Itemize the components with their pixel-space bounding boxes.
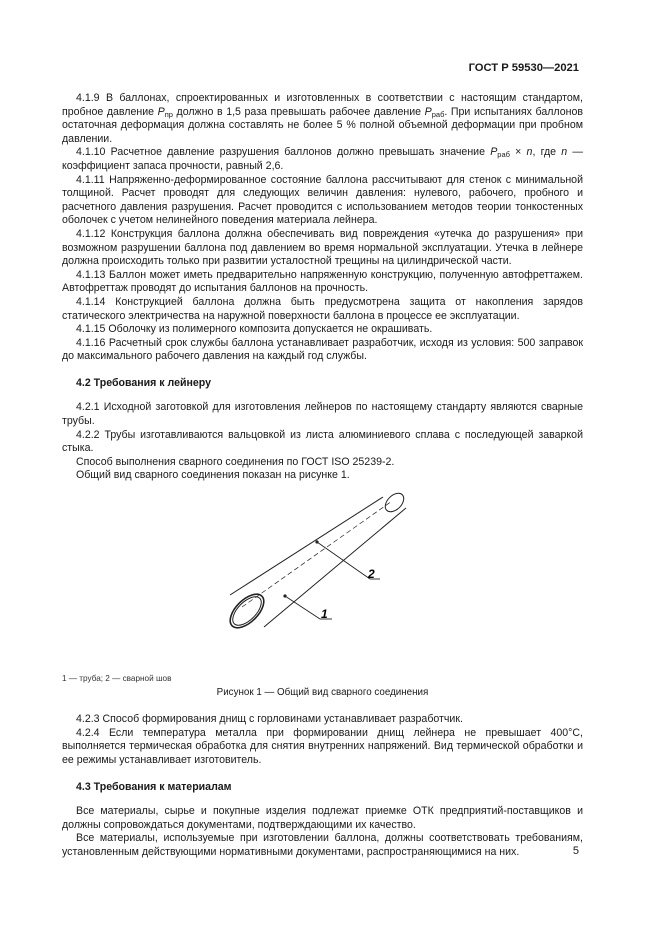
- pipe-bottom-edge: [264, 508, 406, 627]
- clause-4-2-1: 4.2.1 Исходной заготовкой для изготовления лейнеров по настоящему стандарту являются сварные трубы.: [62, 401, 583, 428]
- clause-4-1-9: 4.1.9 В баллонах, спроектированных и изготовленных в соответствии с настоящим стандартом, пробное давление $P_{пр}$ должно в 1,5 раза превышать рабочее давление $P_{раб}$. При испытаниях баллонов остаточная деформация должна составлять не более 5 % полной объемной деформации при пробном давлении.: [62, 92, 583, 145]
- page-content: [62, 92, 583, 860]
- clause-4-1-16: 4.1.16 Расчетный срок службы баллона устанавливает разработчик, исходя из условия: 500 заправок до максимального рабочего давления на каждый год службы.: [62, 336, 583, 363]
- clause-4-1-10: 4.1.10 Расчетное давление разрушения баллонов должно превышать значение $P_{раб} \times n$, где n — коэффициент запаса прочности, равный 2,6.: [62, 146, 584, 172]
- pipe-far-end: [382, 490, 407, 515]
- figure-1: [62, 487, 583, 672]
- clause-4-1-14: 4.1.14 Конструкцией баллона должна быть предусмотрена защита от накопления зарядов статического электричества на наружной поверхности баллона в процессе ее эксплуатации.: [62, 295, 583, 322]
- figure-legend: 1 — труба; 2 — сварной шов: [62, 674, 172, 684]
- document-header: ГОСТ Р 59530—2021: [468, 62, 579, 74]
- figure-label-2: 2: [368, 567, 375, 582]
- weld-seam-line: [242, 501, 392, 607]
- pipe-near-end-outer: [224, 588, 269, 633]
- weld-view-paragraph: Общий вид сварного соединения показан на рисунке 1.: [76, 469, 350, 482]
- section-heading-4-2: 4.2 Требования к лейнеру: [76, 376, 212, 389]
- figure-label-1: 1: [321, 607, 328, 622]
- figure-caption: Рисунок 1 — Общий вид сварного соединения: [216, 686, 429, 698]
- clause-4-1-15: 4.1.15 Оболочку из полимерного композита допускается не окрашивать.: [76, 323, 433, 336]
- clause-4-1-12: 4.1.12 Конструкция баллона должна обеспечивать вид повреждения «утечка до разрушения» при возможном разрушении баллона под давлением во время нормальной эксплуатации. Утечка в лейнере должна происходить только при развитии усталостной трещины на цилиндрической части.: [62, 227, 583, 268]
- leader-line-1: [285, 596, 320, 619]
- clause-4-2-2: 4.2.2 Трубы изготавливаются вальцовкой из листа алюминиевого сплава с последующей заваркой стыка.: [62, 428, 583, 455]
- weld-method-paragraph: Способ выполнения сварного соединения по ГОСТ ISO 25239-2.: [76, 455, 395, 468]
- leader-dot-2: [315, 540, 318, 543]
- clause-4-1-11: 4.1.11 Напряженно-деформированное состояние баллона рассчитывают для стенок с минимальной толщиной. Расчет проводят для следующих величин давления: нулевого, рабочего, пробного и расчетного давления разрушения. Расчет проводится с использованием методов теории тонкостенных оболочек с учетом нелинейного поведения материала лейнера.: [62, 173, 583, 227]
- leader-line-2: [317, 542, 370, 579]
- clause-4-1-13: 4.1.13 Баллон может иметь предварительно напряженную конструкцию, полученную автофреттажем. Автофреттаж проводят до испытания баллонов на прочность.: [62, 268, 583, 295]
- section-heading-4-3: 4.3 Требования к материалам: [76, 780, 232, 793]
- materials-compliance-paragraph: Все материалы, используемые при изготовлении баллона, должны соответствовать требованиям, установленным действующими нормативными документами, распространяющимися на них.: [62, 832, 583, 858]
- clause-4-2-4: 4.2.4 Если температура металла при формировании днищ лейнера не превышает 400°С, выполняется термическая обработка для снятия внутренних напряжений. Вид термической обработки и ее режимы устанавливает изготовитель.: [62, 726, 583, 766]
- pipe-drawing: [62, 487, 583, 672]
- materials-acceptance-paragraph: Все материалы, сырье и покупные изделия подлежат приемке ОТК предприятий-поставщиков и должны сопровождаться документами, подтверждающими их качество.: [62, 805, 583, 831]
- clause-4-2-3: 4.2.3 Способ формирования днищ с горловинами устанавливает разработчик.: [76, 713, 463, 726]
- leader-dot-1: [283, 594, 286, 597]
- page-number: 5: [572, 845, 579, 857]
